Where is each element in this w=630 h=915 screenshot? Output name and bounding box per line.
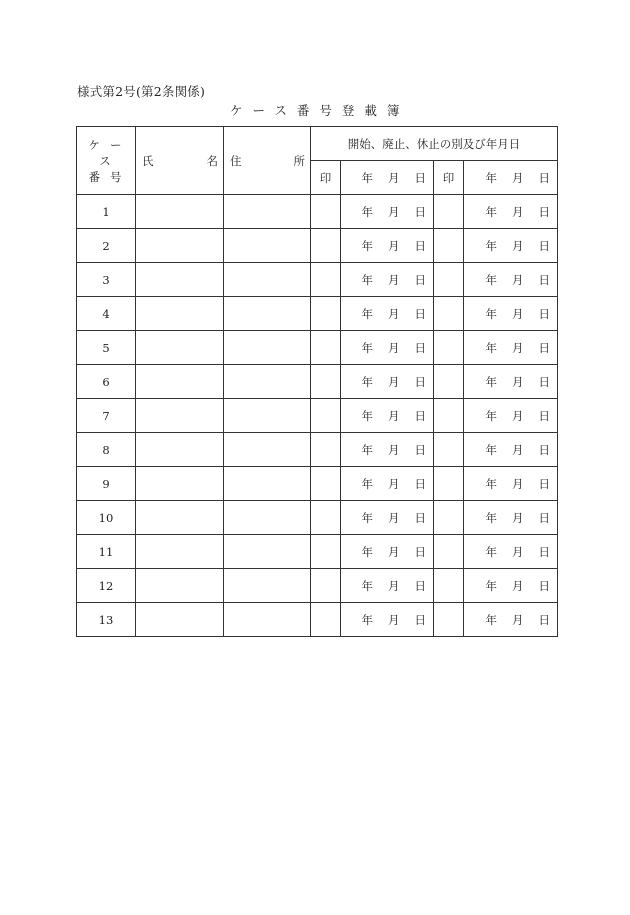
year-label: 年 [485,442,497,457]
month-label: 月 [512,408,524,423]
date-cell-2 [464,331,558,365]
year-label: 年 [485,476,497,491]
year-label: 年 [361,408,373,423]
day-label: 日 [538,238,550,253]
address-cell[interactable] [224,195,311,229]
year-label: 年 [485,272,497,287]
name-cell[interactable] [136,433,224,467]
month-label: 月 [388,442,400,457]
month-label: 月 [388,408,400,423]
month-label: 月 [512,306,524,321]
period-header: 開始、廃止、休止の別及び年月日 [311,127,558,161]
seal-cell-1[interactable] [311,569,341,603]
seal-cell-1[interactable] [311,603,341,637]
table-row [77,467,558,501]
seal-cell-1[interactable] [311,331,341,365]
table-row [77,365,558,399]
year-label: 年 [361,510,373,525]
seal-cell-2[interactable] [434,263,464,297]
seal-header-2: 印 [434,161,464,195]
year-label: 年 [485,544,497,559]
year-label: 年 [361,578,373,593]
day-label: 日 [538,340,550,355]
date-cell-1 [341,297,434,331]
table-row [77,399,558,433]
form-number-label: 様式第2号(第2条関係) [77,84,206,99]
month-label: 月 [512,476,524,491]
date-cell-1 [341,467,434,501]
address-cell[interactable] [224,365,311,399]
day-label: 日 [414,170,426,185]
date-cell-1 [341,433,434,467]
case-number-cell: 3 [77,263,136,297]
name-cell[interactable] [136,263,224,297]
table-row [77,195,558,229]
day-label: 日 [414,510,426,525]
date-cell-2 [464,263,558,297]
year-label: 年 [485,612,497,627]
name-cell[interactable] [136,535,224,569]
year-label: 年 [361,340,373,355]
name-cell[interactable] [136,467,224,501]
year-label: 年 [361,238,373,253]
day-label: 日 [414,476,426,491]
date-cell-1 [341,399,434,433]
document-title: ケース番号登載簿 [230,103,410,118]
address-cell[interactable] [224,399,311,433]
address-cell[interactable] [224,535,311,569]
month-label: 月 [388,238,400,253]
month-label: 月 [512,238,524,253]
table-row [77,229,558,263]
day-label: 日 [414,612,426,627]
seal-cell-1[interactable] [311,297,341,331]
seal-cell-2[interactable] [434,399,464,433]
seal-cell-2[interactable] [434,467,464,501]
month-label: 月 [388,374,400,389]
date-cell-2 [464,297,558,331]
seal-header-1: 印 [311,161,341,195]
month-label: 月 [512,272,524,287]
seal-cell-1[interactable] [311,399,341,433]
year-label: 年 [361,272,373,287]
case-number-cell: 7 [77,399,136,433]
year-label: 年 [361,204,373,219]
year-label: 年 [361,476,373,491]
month-label: 月 [388,544,400,559]
seal-cell-2[interactable] [434,569,464,603]
date-cell-1 [341,195,434,229]
date-cell-1 [341,263,434,297]
date-cell-2 [464,399,558,433]
day-label: 日 [414,544,426,559]
name-cell[interactable] [136,229,224,263]
month-label: 月 [512,510,524,525]
case-header-line2: 番号 [88,169,132,184]
year-label: 年 [485,170,497,185]
seal-cell-2[interactable] [434,433,464,467]
name-header-left: 氏 [142,153,154,168]
day-label: 日 [538,374,550,389]
seal-cell-2[interactable] [434,501,464,535]
date-cell-2 [464,501,558,535]
month-label: 月 [512,442,524,457]
month-label: 月 [388,272,400,287]
month-label: 月 [512,340,524,355]
case-header-line1: ケース [88,137,132,168]
case-number-cell: 11 [77,535,136,569]
seal-cell-1[interactable] [311,467,341,501]
month-label: 月 [388,476,400,491]
date-cell-1 [341,535,434,569]
month-label: 月 [512,204,524,219]
day-label: 日 [414,204,426,219]
date-cell-1 [341,501,434,535]
year-label: 年 [485,510,497,525]
year-label: 年 [361,442,373,457]
table-row [77,331,558,365]
address-cell[interactable] [224,263,311,297]
seal-cell-2[interactable] [434,603,464,637]
name-cell[interactable] [136,603,224,637]
table-row [77,263,558,297]
day-label: 日 [414,374,426,389]
year-label: 年 [485,374,497,389]
day-label: 日 [538,204,550,219]
seal-cell-1[interactable] [311,365,341,399]
seal-cell-1[interactable] [311,501,341,535]
day-label: 日 [414,340,426,355]
name-cell[interactable] [136,399,224,433]
seal-cell-1[interactable] [311,433,341,467]
address-cell[interactable] [224,229,311,263]
date-cell-1 [341,603,434,637]
address-cell[interactable] [224,603,311,637]
address-cell[interactable] [224,467,311,501]
date-header-1 [341,161,434,195]
date-cell-2 [464,467,558,501]
year-label: 年 [361,170,373,185]
year-label: 年 [361,544,373,559]
year-label: 年 [485,204,497,219]
address-cell[interactable] [224,569,311,603]
day-label: 日 [414,238,426,253]
month-label: 月 [388,204,400,219]
table-row [77,603,558,637]
table-row [77,501,558,535]
year-label: 年 [485,408,497,423]
address-cell[interactable] [224,331,311,365]
day-label: 日 [538,442,550,457]
address-cell[interactable] [224,297,311,331]
name-header-right: 名 [206,153,218,168]
header-row-top [77,127,558,161]
year-label: 年 [485,238,497,253]
case-number-cell: 13 [77,603,136,637]
date-cell-2 [464,569,558,603]
year-label: 年 [361,612,373,627]
month-label: 月 [512,170,524,185]
day-label: 日 [538,170,550,185]
table-row [77,297,558,331]
day-label: 日 [414,408,426,423]
date-cell-2 [464,433,558,467]
seal-cell-2[interactable] [434,195,464,229]
month-label: 月 [388,170,400,185]
seal-cell-1[interactable] [311,195,341,229]
month-label: 月 [512,374,524,389]
day-label: 日 [538,272,550,287]
date-cell-1 [341,569,434,603]
month-label: 月 [512,544,524,559]
case-number-cell: 4 [77,297,136,331]
day-label: 日 [414,306,426,321]
month-label: 月 [388,306,400,321]
case-number-cell: 12 [77,569,136,603]
table-row [77,433,558,467]
day-label: 日 [538,408,550,423]
seal-cell-1[interactable] [311,535,341,569]
date-cell-1 [341,229,434,263]
case-number-cell: 8 [77,433,136,467]
seal-cell-2[interactable] [434,535,464,569]
date-cell-2 [464,535,558,569]
month-label: 月 [388,578,400,593]
name-cell[interactable] [136,365,224,399]
day-label: 日 [538,510,550,525]
seal-cell-1[interactable] [311,229,341,263]
table-row [77,569,558,603]
day-label: 日 [414,578,426,593]
name-cell[interactable] [136,297,224,331]
date-cell-1 [341,365,434,399]
case-number-cell: 6 [77,365,136,399]
date-cell-2 [464,195,558,229]
day-label: 日 [538,612,550,627]
year-label: 年 [485,578,497,593]
day-label: 日 [538,578,550,593]
date-header-2 [464,161,558,195]
name-header [136,127,224,195]
month-label: 月 [388,510,400,525]
case-number-cell: 2 [77,229,136,263]
month-label: 月 [512,578,524,593]
address-header-left: 住 [230,153,242,168]
month-label: 月 [388,612,400,627]
address-header [224,127,311,195]
date-cell-2 [464,365,558,399]
case-number-cell: 1 [77,195,136,229]
address-cell[interactable] [224,433,311,467]
day-label: 日 [538,544,550,559]
name-cell[interactable] [136,569,224,603]
case-number-cell: 10 [77,501,136,535]
case-register-table [76,126,558,637]
date-cell-2 [464,229,558,263]
date-cell-2 [464,603,558,637]
name-cell[interactable] [136,331,224,365]
day-label: 日 [538,476,550,491]
month-label: 月 [512,612,524,627]
case-number-cell: 9 [77,467,136,501]
seal-cell-2[interactable] [434,365,464,399]
case-number-header [77,127,136,195]
address-header-right: 所 [293,153,305,168]
name-cell[interactable] [136,195,224,229]
day-label: 日 [414,272,426,287]
year-label: 年 [361,306,373,321]
date-cell-1 [341,331,434,365]
day-label: 日 [538,306,550,321]
address-cell[interactable] [224,501,311,535]
name-cell[interactable] [136,501,224,535]
year-label: 年 [485,306,497,321]
table-row [77,535,558,569]
year-label: 年 [361,374,373,389]
month-label: 月 [388,340,400,355]
seal-cell-2[interactable] [434,331,464,365]
seal-cell-1[interactable] [311,263,341,297]
seal-cell-2[interactable] [434,229,464,263]
year-label: 年 [485,340,497,355]
day-label: 日 [414,442,426,457]
case-number-cell: 5 [77,331,136,365]
seal-cell-2[interactable] [434,297,464,331]
